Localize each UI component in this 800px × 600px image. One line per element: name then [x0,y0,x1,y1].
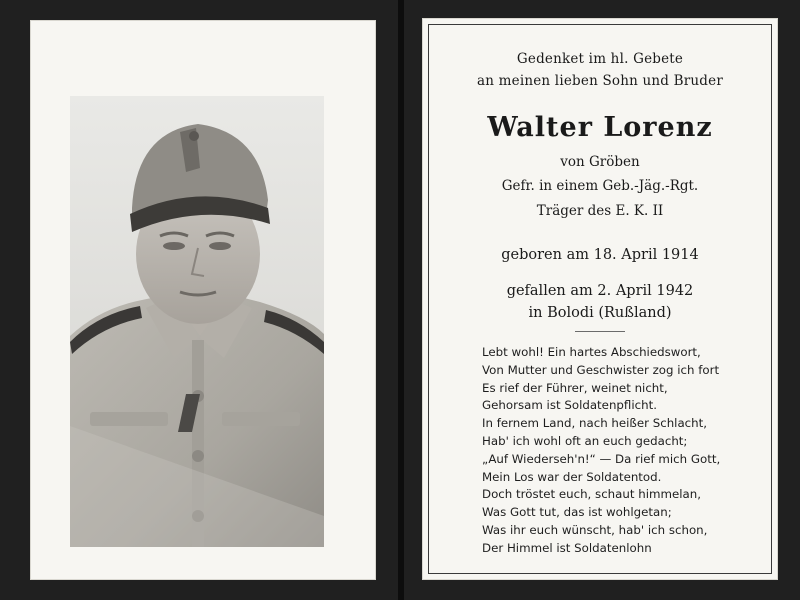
poem-line: Es rief der Führer, weinet nicht, [482,380,668,395]
divider-rule [575,331,625,332]
origin-line: von Gröben [560,154,640,170]
poem-line: Gehorsam ist Soldatenpflicht. [482,398,657,413]
portrait-card-paper [30,20,376,580]
poem-line: Von Mutter und Geschwister zog ich fort [482,362,720,377]
memorial-text-paper [422,18,778,580]
poem-line: Mein Los war der Soldatentod. [482,469,662,484]
poem-line: Der Himmel ist Soldatenlohn [482,540,652,555]
birth-date-line: geboren am 18. April 1914 [501,247,699,263]
poem-line: In fernem Land, nach heißer Schlacht, [482,416,708,431]
deceased-name: Walter Lorenz [487,112,713,143]
heading-line-2: an meinen lieben Sohn und Bruder [477,73,723,89]
heading-line-1: Gedenket im hl. Gebete [516,51,684,67]
poem-line: „Auf Wiederseh'n!“ — Da rief mich Gott, [482,451,721,466]
poem-line: Doch tröstet euch, schaut himmelan, [482,487,701,502]
death-date-line: gefallen am 2. April 1942 [506,283,694,299]
death-place-line: in Bolodi (Rußland) [528,305,672,321]
memorial-text [422,18,778,580]
poem-line: Was ihr euch wünscht, hab' ich schon, [482,522,708,537]
poem-line: Lebt wohl! Ein hartes Abschiedswort, [482,345,701,359]
memorial-text-card [404,0,800,600]
rank-line: Gefr. in einem Geb.-Jäg.-Rgt. [501,178,699,194]
soldier-portrait-photo [70,96,324,547]
memorial-poem [482,344,772,558]
poem-line: Was Gott tut, das ist wohlgetan; [482,505,672,520]
decoration-line: Träger des E. K. II [536,203,664,219]
portrait-card [0,0,398,600]
soldier-portrait-image [70,96,324,547]
poem-line: Hab' ich wohl oft an euch gedacht; [482,433,688,448]
